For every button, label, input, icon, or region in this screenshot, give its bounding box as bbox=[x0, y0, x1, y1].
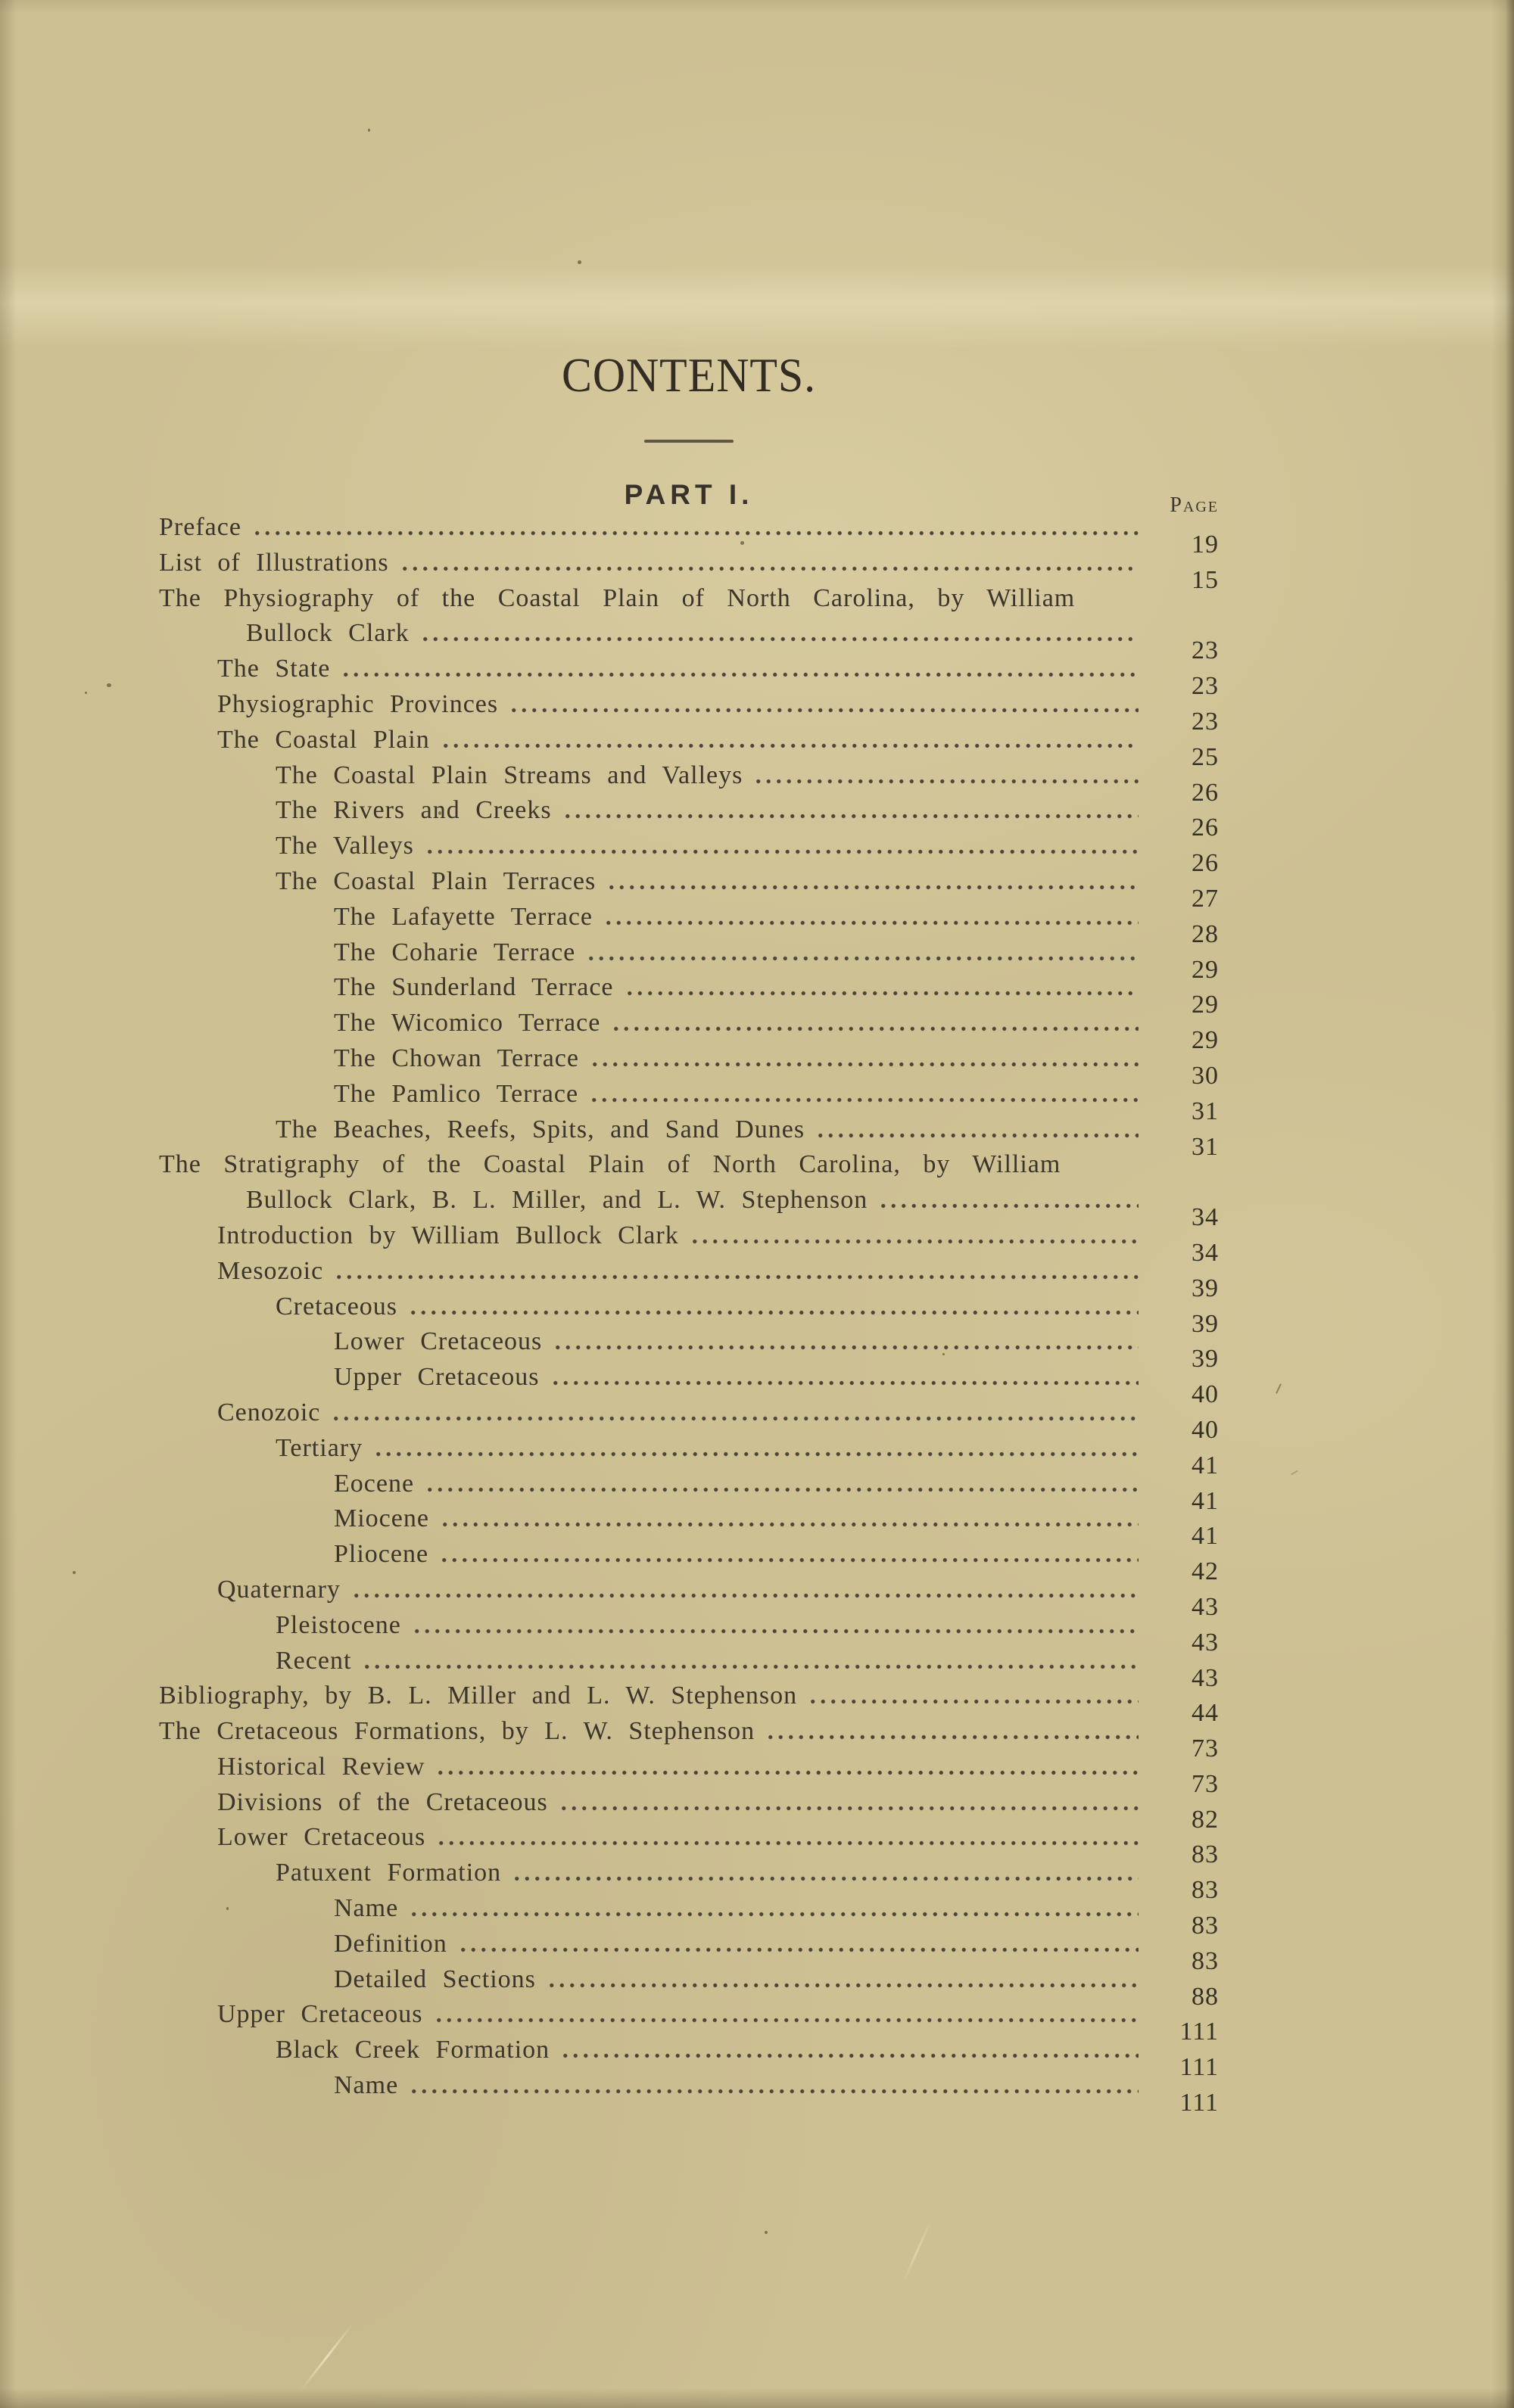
toc-entry-line bbox=[159, 1183, 1219, 1232]
toc-entry-line bbox=[159, 1891, 1219, 1940]
toc-entry-text: Divisions of the Cretaceous bbox=[217, 1787, 548, 1816]
toc-page-number: 25 bbox=[1192, 742, 1219, 771]
dot-leader bbox=[362, 1644, 1139, 1679]
toc-page-number: 30 bbox=[1192, 1061, 1219, 1090]
toc-entry-text: Historical Review bbox=[217, 1752, 425, 1781]
dot-leader bbox=[509, 687, 1139, 723]
toc-entry-line bbox=[159, 1360, 1219, 1409]
toc-entry-text: Black Creek Formation bbox=[276, 2036, 550, 2064]
toc-page-number: 26 bbox=[1192, 849, 1219, 878]
dot-leader bbox=[408, 1290, 1139, 1325]
paper-speck bbox=[85, 692, 87, 694]
toc-entry-line bbox=[159, 1431, 1219, 1479]
toc-page-number: 111 bbox=[1179, 2018, 1219, 2046]
toc-entry-line bbox=[159, 1927, 1219, 1975]
dot-leader bbox=[341, 652, 1139, 687]
toc-entry-line bbox=[159, 1678, 1219, 1728]
toc-entry-text: The Coastal Plain Terraces bbox=[276, 866, 597, 895]
toc-entry-text: Physiographic Provinces bbox=[217, 689, 499, 718]
toc-entry-line bbox=[159, 2033, 1219, 2082]
toc-entry-text: Upper Cretaceous bbox=[334, 1363, 540, 1392]
toc-entry-line bbox=[159, 829, 1219, 878]
toc-entry-text: Quaternary bbox=[217, 1575, 341, 1604]
toc-entry-line bbox=[159, 1962, 1219, 2011]
toc-entry-text: The Coharie Terrace bbox=[334, 938, 576, 966]
toc-entry-text: List of Illustrations bbox=[159, 548, 389, 577]
toc-entry-line bbox=[159, 900, 1219, 948]
toc-entry-text: The Coastal Plain Streams and Valleys bbox=[276, 761, 743, 789]
toc-entry-text: Mesozoic bbox=[217, 1256, 324, 1285]
toc-page-number: 41 bbox=[1192, 1451, 1219, 1479]
toc-page-number: 43 bbox=[1192, 1663, 1219, 1692]
dot-leader bbox=[553, 1324, 1139, 1360]
dot-leader bbox=[878, 1183, 1139, 1218]
toc-page-number: 23 bbox=[1192, 707, 1219, 736]
dot-leader bbox=[586, 935, 1139, 971]
toc-entry-line bbox=[159, 652, 1219, 701]
toc-page-number: 23 bbox=[1192, 636, 1219, 665]
toc-entry-text: Patuxent Formation bbox=[276, 1859, 502, 1887]
page-title: CONTENTS. bbox=[561, 349, 817, 402]
paper-fiber-mark bbox=[1276, 1383, 1282, 1394]
toc-entry-text: Definition bbox=[334, 1929, 447, 1958]
toc-entry-text: Pliocene bbox=[334, 1540, 429, 1569]
dot-leader bbox=[409, 2068, 1139, 2104]
toc-page-number: 29 bbox=[1192, 1026, 1219, 1055]
toc-page-number: 39 bbox=[1192, 1274, 1219, 1302]
dot-leader bbox=[425, 829, 1139, 864]
paper-speck bbox=[73, 1571, 76, 1574]
toc-entry-text: The Cretaceous Formations, by L. W. Stephenson bbox=[159, 1717, 755, 1746]
toc-entry-text: Pleistocene bbox=[276, 1610, 401, 1639]
dot-leader bbox=[753, 758, 1139, 794]
toc-page-number: 40 bbox=[1192, 1380, 1219, 1409]
dot-leader bbox=[400, 546, 1139, 581]
dot-leader bbox=[435, 1750, 1139, 1785]
toc-entry-line bbox=[159, 1750, 1219, 1798]
toc-entry-line bbox=[159, 1006, 1219, 1055]
toc-page-number: 41 bbox=[1192, 1522, 1219, 1551]
page-column-label: Page bbox=[1170, 493, 1219, 517]
toc-page-number: 39 bbox=[1192, 1309, 1219, 1338]
toc-page-number: 39 bbox=[1192, 1345, 1219, 1374]
dot-leader bbox=[625, 970, 1139, 1006]
toc-page-number: 111 bbox=[1179, 2053, 1219, 2082]
dot-leader bbox=[440, 1501, 1139, 1537]
toc-page-number: 73 bbox=[1192, 1734, 1219, 1763]
toc-entry-text: Cenozoic bbox=[217, 1398, 321, 1426]
toc-entry-text: The Physiography of the Coastal Plain of North Carolina, by William bbox=[159, 583, 1076, 612]
toc-page-number: 41 bbox=[1192, 1486, 1219, 1515]
toc-page-number: 42 bbox=[1192, 1557, 1219, 1586]
dot-leader bbox=[550, 1360, 1139, 1395]
toc-entry-text: Name bbox=[334, 2071, 399, 2100]
toc-page-number: 73 bbox=[1192, 1769, 1219, 1798]
toc-entry-text: Detailed Sections bbox=[334, 1965, 536, 1993]
dot-leader bbox=[690, 1218, 1139, 1254]
toc-content-block bbox=[159, 0, 1219, 2408]
toc-entry-text: The Sunderland Terrace bbox=[334, 973, 614, 1002]
dot-leader bbox=[434, 1997, 1139, 2033]
toc-entry-text: The Valleys bbox=[276, 832, 414, 860]
toc-entry-text: Lower Cretaceous bbox=[217, 1823, 426, 1852]
dot-leader bbox=[765, 1714, 1139, 1750]
toc-page-number: 82 bbox=[1192, 1805, 1219, 1834]
toc-entry-text: The Lafayette Terrace bbox=[334, 902, 593, 931]
toc-entry-text: Bibliography, by B. L. Miller and L. W. Stephenson bbox=[159, 1682, 798, 1710]
dot-leader bbox=[409, 1891, 1139, 1927]
dot-leader bbox=[603, 900, 1139, 935]
toc-page-number: 88 bbox=[1192, 1982, 1219, 2011]
toc-entry-line bbox=[159, 793, 1219, 842]
toc-entry-text: The Chowan Terrace bbox=[334, 1044, 579, 1072]
toc-entry-line bbox=[159, 1467, 1219, 1515]
dot-leader bbox=[334, 1254, 1139, 1290]
toc-entry-line bbox=[159, 1290, 1219, 1338]
dot-leader bbox=[808, 1678, 1139, 1714]
toc-entry-line bbox=[159, 1785, 1219, 1834]
toc-entry-line bbox=[159, 2068, 1219, 2117]
toc-page-number: 44 bbox=[1192, 1699, 1219, 1728]
toc-page-number: 19 bbox=[1192, 530, 1219, 558]
toc-entry-text: The Rivers and Creeks bbox=[276, 796, 552, 825]
toc-entry-line bbox=[159, 1820, 1219, 1869]
dot-leader bbox=[589, 1077, 1139, 1112]
toc-page-number: 15 bbox=[1192, 565, 1219, 594]
toc-entry-text: Name bbox=[334, 1894, 399, 1923]
toc-entry-line bbox=[159, 935, 1219, 984]
toc-entry-text: Upper Cretaceous bbox=[217, 2000, 423, 2029]
toc-page-number: 26 bbox=[1192, 814, 1219, 842]
toc-entry-text: Cretaceous bbox=[276, 1292, 398, 1321]
toc-entry-line bbox=[159, 1501, 1219, 1551]
toc-page-number: 28 bbox=[1192, 919, 1219, 948]
toc-entry-line bbox=[159, 1147, 1219, 1183]
toc-page-number: 26 bbox=[1192, 778, 1219, 807]
toc-page-number: 34 bbox=[1192, 1238, 1219, 1267]
toc-entry-line bbox=[159, 1041, 1219, 1090]
toc-entry-text: Lower Cretaceous bbox=[334, 1327, 543, 1356]
dot-leader bbox=[412, 1608, 1139, 1644]
toc-entry-line bbox=[159, 758, 1219, 807]
toc-entry-line bbox=[159, 1573, 1219, 1621]
toc-entry-line bbox=[159, 1112, 1219, 1161]
dot-leader bbox=[559, 1785, 1139, 1821]
dot-leader bbox=[458, 1927, 1139, 1962]
dot-leader bbox=[815, 1112, 1139, 1148]
dot-leader bbox=[420, 616, 1139, 652]
toc-entry-text: The Stratigraphy of the Coastal Plain of North Carolina, by William bbox=[159, 1150, 1061, 1179]
toc-entry-line bbox=[159, 546, 1219, 594]
dot-leader bbox=[562, 793, 1139, 829]
toc-page-number: 111 bbox=[1179, 2089, 1219, 2117]
paper-speck bbox=[107, 683, 111, 687]
toc-entry-text: Preface bbox=[159, 513, 241, 541]
toc-entry-text: Eocene bbox=[334, 1469, 415, 1498]
toc-entry-line bbox=[159, 1997, 1219, 2046]
toc-entry-text: Bullock Clark bbox=[246, 619, 410, 648]
toc-entry-text: The Beaches, Reefs, Spits, and Sand Dunes bbox=[276, 1115, 805, 1143]
toc-page-number: 43 bbox=[1192, 1628, 1219, 1657]
dot-leader bbox=[331, 1395, 1139, 1431]
dot-leader bbox=[611, 1006, 1139, 1041]
toc-entry-text: Recent bbox=[276, 1646, 352, 1675]
toc-entry-text: The Wicomico Terrace bbox=[334, 1009, 601, 1038]
toc-page-number: 40 bbox=[1192, 1415, 1219, 1444]
toc-entry-line bbox=[159, 616, 1219, 665]
toc-entry-text: The State bbox=[217, 655, 331, 683]
toc-page-number: 31 bbox=[1192, 1097, 1219, 1125]
toc-page-number: 83 bbox=[1192, 1840, 1219, 1869]
toc-page-number: 31 bbox=[1192, 1132, 1219, 1161]
toc-entry-text: Tertiary bbox=[276, 1433, 363, 1462]
dot-leader bbox=[439, 1537, 1139, 1573]
dot-leader bbox=[425, 1467, 1139, 1502]
toc-entry-text: Introduction by William Bullock Clark bbox=[217, 1221, 679, 1249]
toc-page-number: 23 bbox=[1192, 672, 1219, 701]
toc-list bbox=[159, 510, 1219, 2117]
toc-page-number: 34 bbox=[1192, 1203, 1219, 1232]
toc-entry-text: Miocene bbox=[334, 1504, 429, 1533]
dot-leader bbox=[436, 1820, 1139, 1856]
toc-entry-line bbox=[159, 1077, 1219, 1125]
toc-entry-text: The Coastal Plain bbox=[217, 725, 430, 754]
toc-entry-line bbox=[159, 510, 1219, 558]
toc-entry-line bbox=[159, 1644, 1219, 1692]
toc-entry-line bbox=[159, 1608, 1219, 1657]
dot-leader bbox=[373, 1431, 1139, 1467]
dot-leader bbox=[590, 1041, 1139, 1077]
paper-fiber-mark bbox=[1291, 1470, 1298, 1476]
toc-page-number: 29 bbox=[1192, 991, 1219, 1019]
dot-leader bbox=[606, 864, 1139, 900]
toc-entry-line bbox=[159, 970, 1219, 1019]
toc-entry-line bbox=[159, 1714, 1219, 1763]
toc-entry-line bbox=[159, 723, 1219, 771]
toc-entry-line bbox=[159, 1395, 1219, 1444]
dot-leader bbox=[351, 1573, 1139, 1608]
toc-page-number: 83 bbox=[1192, 1876, 1219, 1905]
part-heading: PART I. bbox=[624, 479, 754, 510]
toc-entry-text: Bullock Clark, B. L. Miller, and L. W. Stephenson bbox=[246, 1186, 868, 1215]
dot-leader bbox=[512, 1856, 1139, 1891]
dot-leader bbox=[547, 1962, 1139, 1998]
toc-entry-line bbox=[159, 1537, 1219, 1586]
toc-entry-line bbox=[159, 864, 1219, 913]
title-rule bbox=[644, 440, 734, 443]
toc-entry-line bbox=[159, 1218, 1219, 1267]
toc-entry-line bbox=[159, 1856, 1219, 1905]
toc-page-number: 83 bbox=[1192, 1946, 1219, 1975]
dot-leader bbox=[252, 510, 1139, 546]
toc-entry-line bbox=[159, 1254, 1219, 1302]
toc-entry-line bbox=[159, 687, 1219, 736]
toc-entry-line bbox=[159, 1324, 1219, 1374]
toc-entry-text: The Pamlico Terrace bbox=[334, 1079, 579, 1108]
toc-page-number: 27 bbox=[1192, 884, 1219, 913]
toc-page-number: 29 bbox=[1192, 955, 1219, 984]
dot-leader bbox=[560, 2033, 1139, 2068]
toc-page-number: 83 bbox=[1192, 1912, 1219, 1940]
toc-entry-line bbox=[159, 581, 1219, 617]
toc-page-number: 43 bbox=[1192, 1592, 1219, 1621]
dot-leader bbox=[441, 723, 1139, 758]
